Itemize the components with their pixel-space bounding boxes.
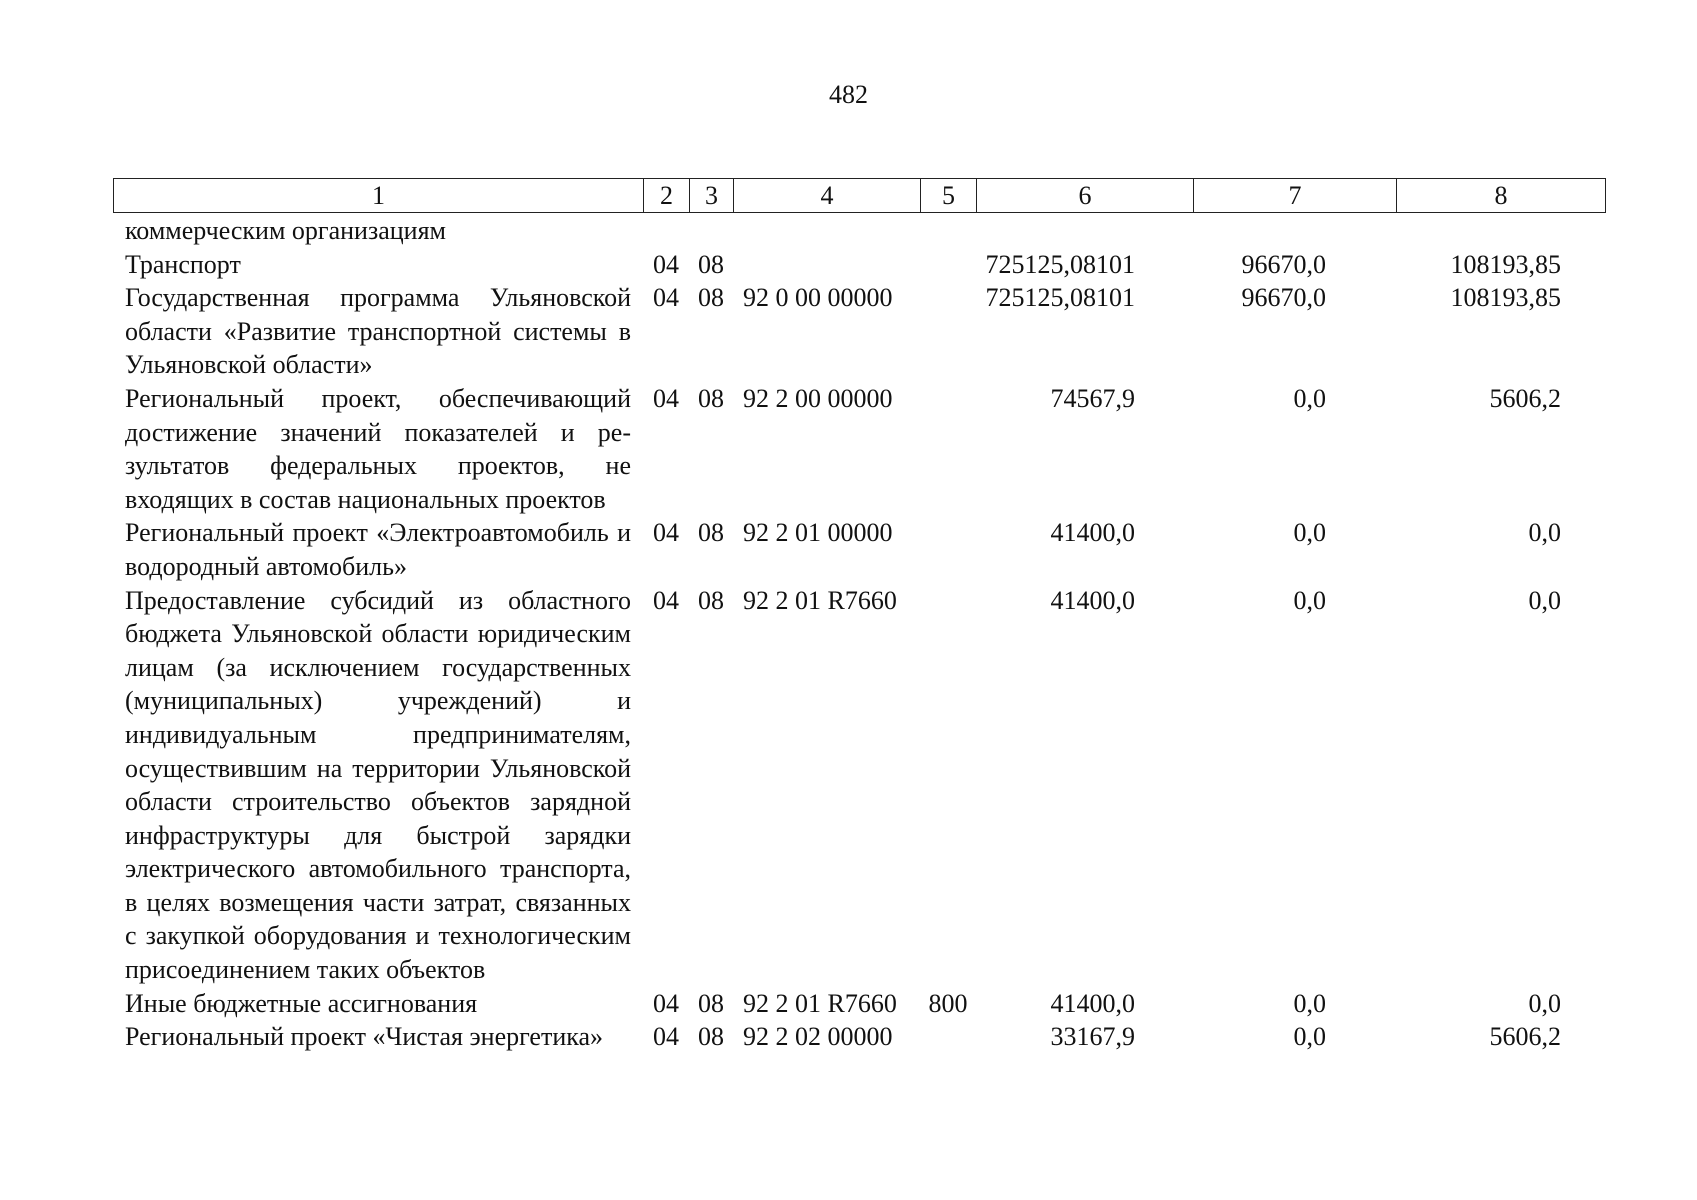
table-row xyxy=(113,987,1605,1021)
row-subsection-code: 08 xyxy=(698,1022,724,1052)
column-number-row xyxy=(114,179,1606,213)
row-expense-type xyxy=(920,214,976,248)
row-amount-7: 0,0 xyxy=(1293,988,1326,1018)
row-amount-7: 96670,0 xyxy=(1241,283,1326,313)
row-section-code: 04 xyxy=(653,585,679,615)
row-amount-7: 0,0 xyxy=(1293,585,1326,615)
row-name: Предоставление субсидий из областного бюджета Ульяновской области юридическим лицам (за исключением государственных (муниципальных) учреждений) и индивидуальным предпринимателям, осуществившим на территории Ульяновской области строительство объектов зарядной инфраструктуры для быстрой зарядки электрического автомобильного транспорта, в целях возмещения части затрат, связанных с закупкой оборудования и технологическим присоединением таких объектов xyxy=(125,585,631,985)
row-target-code: 92 2 02 00000 xyxy=(743,1022,893,1052)
column-header-8: 8 xyxy=(1397,179,1606,213)
row-amount-8: 108193,85 xyxy=(1450,283,1561,313)
row-target-code: 92 0 00 00000 xyxy=(743,283,893,313)
row-expense-type xyxy=(920,1020,976,1054)
row-subsection-code: 08 xyxy=(698,249,724,279)
table-row xyxy=(113,214,1605,248)
row-expense-type xyxy=(920,382,976,516)
column-header-7: 7 xyxy=(1194,179,1397,213)
column-header-4: 4 xyxy=(734,179,921,213)
row-target-code: 92 2 01 00000 xyxy=(743,518,893,548)
row-section-code: 04 xyxy=(653,249,679,279)
row-target-code xyxy=(733,214,920,248)
row-amount-6: 33167,9 xyxy=(1050,1022,1135,1052)
row-section-code: 04 xyxy=(653,1022,679,1052)
row-amount-8: 108193,85 xyxy=(1450,249,1561,279)
table-row xyxy=(113,382,1605,516)
row-section-code: 04 xyxy=(653,518,679,548)
row-name: коммерческим организациям xyxy=(125,216,447,245)
row-name: Региональный проект «Чистая энергетика» xyxy=(125,1022,604,1052)
row-amount-8: 5606,2 xyxy=(1489,383,1561,413)
row-amount-6: 41400,0 xyxy=(1050,585,1135,615)
row-subsection-code: 08 xyxy=(698,585,724,615)
row-section-code: 04 xyxy=(653,988,679,1018)
row-amount-6 xyxy=(976,214,1193,248)
table-row xyxy=(113,281,1605,382)
row-expense-type: 800 xyxy=(928,988,968,1018)
row-section-code: 04 xyxy=(653,383,679,413)
column-header-2: 2 xyxy=(644,179,690,213)
row-name: Государственная программа Ульяновской области «Развитие транспортной системы в Ульяновской области» xyxy=(125,283,631,380)
row-name: Иные бюджетные ассигнования xyxy=(125,988,478,1018)
row-amount-8: 5606,2 xyxy=(1489,1022,1561,1052)
column-header-5: 5 xyxy=(921,179,977,213)
row-subsection-code: 08 xyxy=(698,518,724,548)
row-target-code: 92 2 00 00000 xyxy=(743,383,893,413)
row-amount-6: 41400,0 xyxy=(1050,518,1135,548)
row-amount-8: 0,0 xyxy=(1528,518,1561,548)
budget-table xyxy=(113,214,1605,1054)
row-target-code: 92 2 01 R7660 xyxy=(743,585,897,615)
row-subsection-code: 08 xyxy=(698,283,724,313)
row-expense-type xyxy=(920,281,976,382)
table-row xyxy=(113,516,1605,583)
row-amount-6: 725125,08101 xyxy=(985,249,1135,279)
row-amount-7: 0,0 xyxy=(1293,1022,1326,1052)
row-name: Транспорт xyxy=(125,249,241,279)
row-expense-type xyxy=(920,584,976,987)
row-amount-6: 725125,08101 xyxy=(985,283,1135,313)
row-amount-6: 74567,9 xyxy=(1050,383,1135,413)
row-amount-8: 0,0 xyxy=(1528,585,1561,615)
column-header-3: 3 xyxy=(690,179,734,213)
row-section-code xyxy=(643,214,689,248)
row-amount-8 xyxy=(1396,214,1605,248)
table-row xyxy=(113,584,1605,987)
row-subsection-code xyxy=(689,214,733,248)
column-header-1: 1 xyxy=(114,179,644,213)
row-section-code: 04 xyxy=(653,283,679,313)
row-target-code: 92 2 01 R7660 xyxy=(743,988,897,1018)
row-amount-7 xyxy=(1193,214,1396,248)
row-amount-7: 0,0 xyxy=(1293,518,1326,548)
table-header xyxy=(113,178,1606,213)
row-expense-type xyxy=(920,516,976,583)
row-amount-7: 0,0 xyxy=(1293,383,1326,413)
column-header-6: 6 xyxy=(977,179,1194,213)
row-name: Региональный проект «Электроавтомобиль и водородный автомобиль» xyxy=(125,518,631,581)
row-name: Региональный проект, обеспечивающий достижение значений показателей и результатов федеральных проектов, не входящих в состав национальных проектов xyxy=(125,383,631,514)
row-target-code xyxy=(733,248,920,282)
page-number: 482 xyxy=(829,80,868,109)
row-amount-7: 96670,0 xyxy=(1241,249,1326,279)
row-expense-type xyxy=(920,248,976,282)
row-subsection-code: 08 xyxy=(698,383,724,413)
row-amount-8: 0,0 xyxy=(1528,988,1561,1018)
row-subsection-code: 08 xyxy=(698,988,724,1018)
table-row xyxy=(113,1020,1605,1054)
row-amount-6: 41400,0 xyxy=(1050,988,1135,1018)
table-row xyxy=(113,248,1605,282)
